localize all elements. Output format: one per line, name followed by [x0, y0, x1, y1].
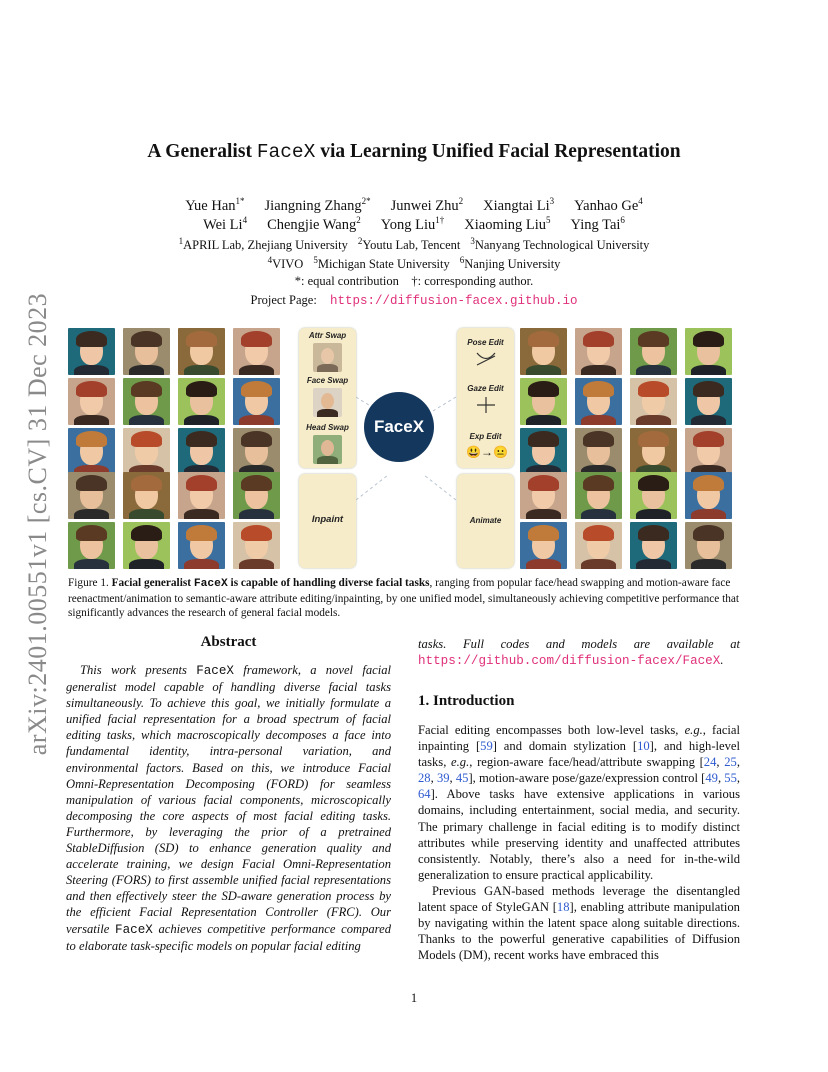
author-name: Yong Liu$^{1\dagger}$	[380, 215, 445, 233]
face-image	[575, 328, 622, 375]
gaze-edit-label: Gaze Edit	[467, 384, 504, 393]
author-name: Ying Tai$^6$	[570, 215, 625, 233]
affiliations-row-1	[0, 236, 828, 253]
face-image	[575, 522, 622, 569]
citation-link[interactable]: 39	[436, 771, 450, 786]
face-image	[233, 328, 280, 375]
introduction-heading: 1. Introduction	[418, 693, 515, 709]
face-image	[68, 472, 115, 519]
paper-title: A Generalist FaceX via Learning Unified Facial Representation	[147, 141, 681, 163]
introduction-text	[418, 722, 740, 963]
arxiv-stamp: arXiv:2401.00551v1 [cs.CV] 31 Dec 2023	[23, 292, 52, 756]
attr-swap-thumb	[313, 343, 342, 372]
citation-link[interactable]: 49	[705, 771, 718, 786]
face-image	[685, 522, 732, 569]
face-swap-thumb	[313, 388, 342, 417]
face-image	[68, 428, 115, 475]
face-image	[575, 378, 622, 425]
author-name: Yue Han$^{1*}$	[185, 196, 245, 214]
abstract-heading: Abstract	[200, 634, 257, 650]
face-image	[68, 378, 115, 425]
author-name: Wei Li$^4$	[203, 215, 248, 233]
affiliation: $^2$Youtu Lab, Tencent	[357, 236, 461, 253]
face-image	[178, 378, 225, 425]
abstract-continuation: tasks. Full codes and models are available at https://github.com/diffusion-facex/FaceX.	[418, 637, 740, 669]
face-image	[68, 328, 115, 375]
swap-panel	[299, 328, 356, 468]
face-image	[233, 378, 280, 425]
face-image	[123, 378, 170, 425]
animate-panel	[457, 474, 514, 568]
face-image	[630, 522, 677, 569]
expression-change-icon: 😃→😐	[466, 445, 508, 459]
page-number: 1	[410, 991, 418, 1005]
intro-paragraph-1: Facial editing encompasses both low-level tasks, e.g., facial inpainting [59] and domain stylization [10], and high-level tasks, e.g., region-aware face/head/attribute swapping [24, 25, 28, 39, 45], motion-aware pose/gaze/expression control [49, 55, 64]. Above tasks have extensive applications in various domains, including entertainment, social media, and security. The primary challenge in facial editing is to modify distinct attributes while preserving identity and unaffected attributes consistently. Notably, there’s also a need for in-the-wild generalization to ensure practical applicability.	[418, 723, 741, 882]
authors-row-2	[0, 215, 828, 234]
project-link[interactable]: https://diffusion-facex.github.io	[329, 294, 578, 308]
citation-link[interactable]: 64	[418, 787, 431, 802]
author-name: Xiaoming Liu$^5$	[464, 215, 551, 233]
affiliation: $^3$Nanyang Technological University	[470, 236, 650, 253]
author-name: Junwei Zhu$^2$	[390, 196, 464, 214]
citation-link[interactable]: 18	[556, 900, 570, 915]
head-swap-label: Head Swap	[306, 423, 349, 432]
abstract-text: This work presents FaceX framework, a novel facial generalist model capable of handling diverse facial tasks simultaneously. To achieve this goal, we initially formulate a unified facial representation for a broad spectrum of facial editing tasks, which macroscopically decomposes a face into fundamental identity, intra-personal variation, and environmental factors. Based on this, we introduce Facial Omni-Representation Decomposing (FORD) for seamless manipulation of various facial components, microscopically decomposing the core aspects of most facial editing tasks. Furthermore, by leveraging the prior of a pretrained StableDiffusion (SD) to enhance generation quality and accelerate training, we design Facial Omni-Representation Steering (FORS) to first assemble unified facial representations and then effectively steer the SD-aware generation process by the efficient Facial Representation Controller (FRC). Our versatile FaceX achieves competitive performance compared to elaborate task-specific models on popular facial editing	[66, 663, 392, 953]
face-image	[520, 472, 567, 519]
affiliation: $^5$Michigan State University	[313, 255, 450, 272]
animate-label: Animate	[469, 516, 502, 525]
face-image	[685, 328, 732, 375]
facex-hub: FaceX	[364, 392, 434, 462]
face-image	[123, 328, 170, 375]
face-image	[575, 472, 622, 519]
face-image	[520, 378, 567, 425]
gaze-cross-icon	[475, 396, 497, 414]
inpaint-panel	[299, 474, 356, 568]
face-image	[630, 472, 677, 519]
face-image	[630, 428, 677, 475]
face-image	[575, 428, 622, 475]
citation-link[interactable]: 10	[637, 739, 650, 754]
citation-link[interactable]: 45	[455, 771, 469, 786]
exp-edit-label: Exp Edit	[469, 432, 502, 441]
author-name: Yanhao Ge$^4$	[574, 196, 643, 214]
authors-row-1	[0, 196, 828, 215]
face-swap-label: Face Swap	[306, 376, 349, 385]
face-image	[520, 522, 567, 569]
citation-link[interactable]: 55	[724, 771, 737, 786]
citation-link[interactable]: 24	[703, 755, 717, 770]
face-image	[685, 378, 732, 425]
attr-swap-label: Attr Swap	[308, 331, 347, 340]
code-link[interactable]: https://github.com/diffusion-facex/FaceX	[418, 654, 721, 669]
citation-link[interactable]: 28	[418, 771, 431, 786]
author-name: Xiangtai Li$^3$	[483, 196, 555, 214]
citation-link[interactable]: 59	[480, 739, 493, 754]
citation-link[interactable]: 25	[724, 755, 737, 770]
face-image	[630, 328, 677, 375]
affiliations-row-2	[0, 255, 828, 272]
contribution-note: *: equal contribution †: corresponding author.	[294, 274, 534, 288]
pose-edit-label: Pose Edit	[467, 338, 504, 347]
face-image	[685, 472, 732, 519]
face-image	[178, 522, 225, 569]
inpaint-label: Inpaint	[311, 514, 344, 525]
affiliation: $^6$Nanjing University	[459, 255, 561, 272]
author-name: Jiangning Zhang$^{2*}$	[264, 196, 371, 214]
affiliation: $^1$APRIL Lab, Zhejiang University	[178, 236, 348, 253]
face-image	[123, 522, 170, 569]
face-image	[233, 472, 280, 519]
face-image	[178, 328, 225, 375]
head-swap-thumb	[313, 435, 342, 464]
face-image	[233, 428, 280, 475]
face-image	[123, 472, 170, 519]
figure-caption: Figure 1. Facial generalist FaceX is capable of handling diverse facial tasks, ranging from popular face/head swapping and motion-aware face reenactment/animation to semantic-aware attribute editing/inpainting, by one unified model, simultaneously achieving competitive performance that significantly advances the research of general facial models.	[68, 577, 740, 619]
face-image	[520, 328, 567, 375]
affiliation: $^4$VIVO	[267, 255, 304, 272]
face-image	[178, 428, 225, 475]
face-image	[685, 428, 732, 475]
face-image	[520, 428, 567, 475]
edit-panel	[457, 328, 514, 468]
face-image	[630, 378, 677, 425]
intro-paragraph-2: Previous GAN-based methods leverage the disentangled latent space of StyleGAN [18], enabling attribute manipulation by navigating within the latent space along suitable directions. Thanks to the powerful generative capabilities of Diffusion Models (DM), recent works have embraced this	[418, 883, 740, 963]
face-image	[68, 522, 115, 569]
pose-arrows-icon	[475, 350, 497, 368]
face-image	[123, 428, 170, 475]
project-page: Project Page: https://diffusion-facex.github.io	[250, 293, 578, 308]
author-name: Chengjie Wang$^2$	[267, 215, 361, 233]
face-image	[233, 522, 280, 569]
face-image	[178, 472, 225, 519]
